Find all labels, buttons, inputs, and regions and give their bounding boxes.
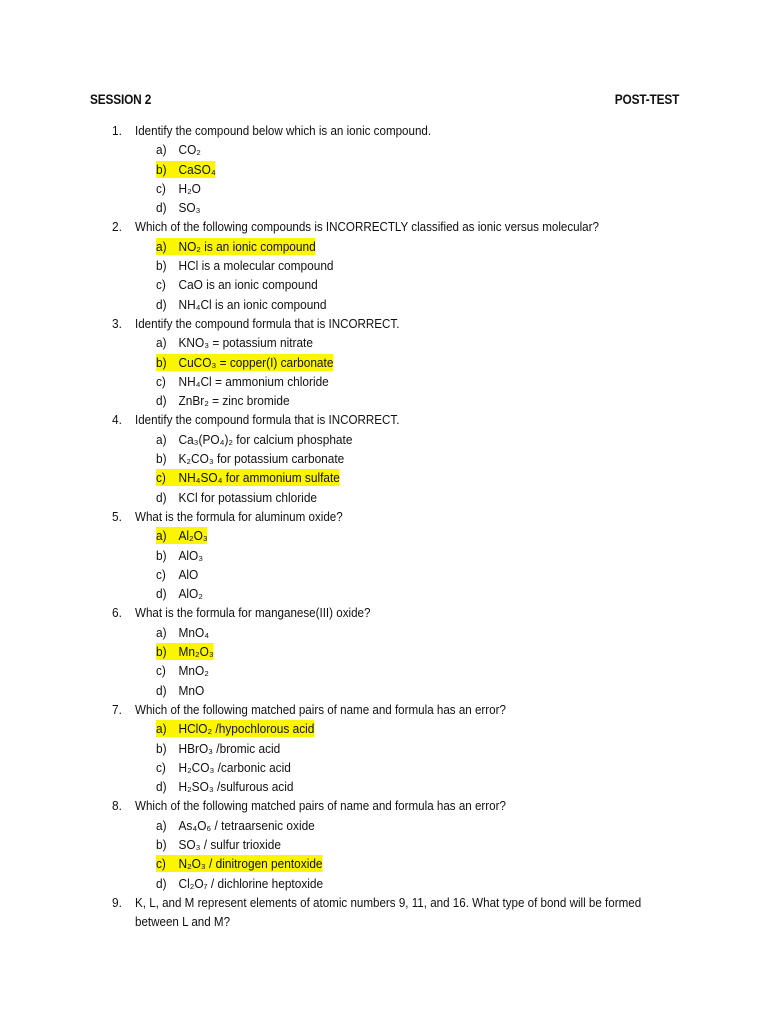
option-6b: [0, 642, 768, 661]
option-text: Ca₃(PO₄)₂ for calcium phosphate: [178, 431, 353, 447]
option-letter: b): [156, 161, 167, 177]
option-letter: a): [156, 142, 167, 158]
option-item: [156, 547, 203, 564]
option-1a: [0, 140, 768, 159]
option-text: SO₃: [178, 200, 201, 216]
option-letter: a): [156, 721, 167, 737]
option-text: MnO₄: [178, 624, 210, 640]
option-item-highlighted: [156, 855, 323, 872]
page-header: [90, 92, 679, 112]
question-text: K, L, and M represent elements of atomic numbers 9, 11, and 16. What type of bond will be formed between L and M?: [135, 894, 642, 930]
option-7d: [0, 777, 768, 796]
option-letter: b): [156, 547, 167, 563]
question-2: [0, 217, 768, 236]
option-letter: b): [156, 740, 167, 756]
option-letter: d): [156, 586, 167, 602]
option-3b: [0, 353, 768, 372]
option-letter: d): [156, 489, 167, 505]
option-item: [156, 875, 323, 892]
question-number: 4.: [112, 412, 122, 428]
option-8d: [0, 874, 768, 893]
option-item: [156, 373, 329, 390]
question-number: 3.: [112, 315, 122, 331]
option-item: [156, 334, 313, 351]
option-item: [156, 450, 344, 467]
option-text: NH₄Cl is an ionic compound: [178, 296, 327, 312]
option-5a: [0, 526, 768, 545]
question-4: [0, 410, 768, 429]
option-text: HCl is a molecular compound: [178, 258, 334, 274]
question-text: What is the formula for aluminum oxide?: [135, 508, 343, 524]
option-text: SO₃ / sulfur trioxide: [178, 836, 281, 852]
option-text: HBrO₃ /bromic acid: [178, 740, 281, 756]
option-text: As₄O₆ / tetraarsenic oxide: [178, 817, 315, 833]
option-2a: [0, 237, 768, 256]
option-3c: [0, 372, 768, 391]
option-text: Cl₂O₇ / dichlorine heptoxide: [178, 875, 324, 891]
option-5c: [0, 565, 768, 584]
option-3d: [0, 391, 768, 410]
option-text: KCl for potassium chloride: [178, 489, 318, 505]
option-letter: c): [156, 566, 166, 582]
option-text: NH₄SO₄ for ammonium sulfate: [178, 470, 340, 486]
option-8a: [0, 816, 768, 835]
option-text: CuCO₃ = copper(I) carbonate: [178, 354, 334, 370]
option-letter: c): [156, 663, 166, 679]
option-letter: a): [156, 817, 167, 833]
option-item-highlighted: [156, 469, 340, 486]
question-number: 1.: [112, 123, 122, 138]
question-9: [0, 893, 768, 932]
option-text: H₂O: [178, 180, 201, 196]
option-letter: c): [156, 373, 166, 389]
option-letter: a): [156, 528, 167, 544]
option-2b: [0, 256, 768, 275]
option-6c: [0, 661, 768, 680]
option-letter: c): [156, 277, 166, 293]
option-text: HClO₂ /hypochlorous acid: [178, 721, 315, 737]
option-letter: a): [156, 624, 167, 640]
question-3: [0, 314, 768, 333]
question-text: Which of the following matched pairs of name and formula has an error?: [135, 798, 506, 814]
option-letter: d): [156, 200, 167, 216]
option-item: [156, 392, 290, 409]
option-2c: [0, 275, 768, 294]
option-text: K₂CO₃ for potassium carbonate: [178, 451, 345, 467]
option-text: AlO₃: [178, 547, 204, 563]
option-letter: c): [156, 856, 166, 872]
option-text: NO₂ is an ionic compound: [178, 238, 316, 254]
question-number: 5.: [112, 508, 122, 524]
option-item: [156, 276, 318, 293]
option-4d: [0, 488, 768, 507]
option-6d: [0, 681, 768, 700]
option-text: KNO₃ = potassium nitrate: [178, 335, 313, 351]
question-1: [0, 121, 768, 140]
option-8c: [0, 854, 768, 873]
option-item-highlighted: [156, 354, 333, 371]
question-text: What is the formula for manganese(III) oxide?: [135, 605, 371, 621]
option-item: [156, 141, 201, 158]
option-1d: [0, 198, 768, 217]
question-text: Identify the compound formula that is INCORRECT.: [135, 315, 400, 331]
option-item: [156, 662, 209, 679]
option-item: [156, 624, 209, 641]
option-text: CO₂: [178, 142, 201, 158]
option-item: [156, 431, 352, 448]
option-text: Mn₂O₃: [178, 644, 214, 660]
question-text: Identify the compound below which is an ionic compound.: [135, 123, 432, 138]
option-item: [156, 817, 315, 834]
option-item-highlighted: [156, 643, 214, 660]
option-letter: d): [156, 875, 167, 891]
option-text: CaSO₄: [178, 161, 216, 177]
option-8b: [0, 835, 768, 854]
option-item-highlighted: [156, 161, 216, 178]
question-5: [0, 507, 768, 526]
option-letter: b): [156, 258, 167, 274]
option-text: H₂CO₃ /carbonic acid: [178, 759, 291, 775]
option-text: N₂O₃ / dinitrogen pentoxide: [178, 856, 323, 872]
option-4c: [0, 468, 768, 487]
option-4b: [0, 449, 768, 468]
session-label: SESSION 2: [90, 92, 152, 107]
option-letter: b): [156, 354, 167, 370]
option-text: Al₂O₃: [178, 528, 208, 544]
option-text: AlO₂: [178, 586, 203, 602]
test-label: POST-TEST: [614, 92, 679, 107]
question-number: 6.: [112, 605, 122, 621]
option-5d: [0, 584, 768, 603]
option-1c: [0, 179, 768, 198]
option-text: AlO: [178, 566, 199, 582]
option-7c: [0, 758, 768, 777]
option-item-highlighted: [156, 527, 208, 544]
option-letter: d): [156, 393, 167, 409]
option-3a: [0, 333, 768, 352]
option-item: [156, 740, 280, 757]
option-item-highlighted: [156, 720, 314, 737]
option-item: [156, 778, 293, 795]
option-item: [156, 489, 317, 506]
option-text: ZnBr₂ = zinc bromide: [178, 393, 290, 409]
question-text: Which of the following matched pairs of name and formula has an error?: [135, 701, 506, 717]
option-text: NH₄Cl = ammonium chloride: [178, 373, 329, 389]
option-text: MnO: [178, 682, 205, 698]
option-text: MnO₂: [178, 663, 209, 679]
option-letter: c): [156, 180, 166, 196]
question-number: 9.: [112, 894, 122, 910]
option-letter: a): [156, 335, 167, 351]
question-number: 2.: [112, 219, 122, 235]
question-list: [0, 121, 768, 931]
option-text: CaO is an ionic compound: [178, 277, 318, 293]
option-7b: [0, 739, 768, 758]
option-letter: b): [156, 451, 167, 467]
question-text: Identify the compound formula that is INCORRECT.: [135, 412, 400, 428]
option-letter: c): [156, 759, 166, 775]
option-letter: a): [156, 238, 167, 254]
option-item: [156, 566, 198, 583]
question-6: [0, 603, 768, 622]
question-text: Which of the following compounds is INCORRECTLY classified as ionic versus molecular?: [135, 219, 599, 235]
option-item: [156, 836, 281, 853]
option-letter: b): [156, 836, 167, 852]
option-7a: [0, 719, 768, 738]
option-1b: [0, 160, 768, 179]
question-number: 7.: [112, 701, 122, 717]
question-8: [0, 796, 768, 815]
option-item: [156, 180, 201, 197]
option-item: [156, 199, 200, 216]
option-item: [156, 257, 334, 274]
option-letter: d): [156, 296, 167, 312]
question-number: 8.: [112, 798, 122, 814]
option-5b: [0, 546, 768, 565]
option-item: [156, 296, 327, 313]
option-letter: d): [156, 682, 167, 698]
question-7: [0, 700, 768, 719]
option-4a: [0, 430, 768, 449]
option-letter: b): [156, 644, 167, 660]
option-item: [156, 585, 203, 602]
option-letter: a): [156, 431, 167, 447]
option-text: H₂SO₃ /sulfurous acid: [178, 779, 294, 795]
option-item-highlighted: [156, 238, 316, 255]
option-6a: [0, 623, 768, 642]
option-2d: [0, 295, 768, 314]
option-letter: c): [156, 470, 166, 486]
option-item: [156, 682, 204, 699]
option-letter: d): [156, 779, 167, 795]
option-item: [156, 759, 291, 776]
